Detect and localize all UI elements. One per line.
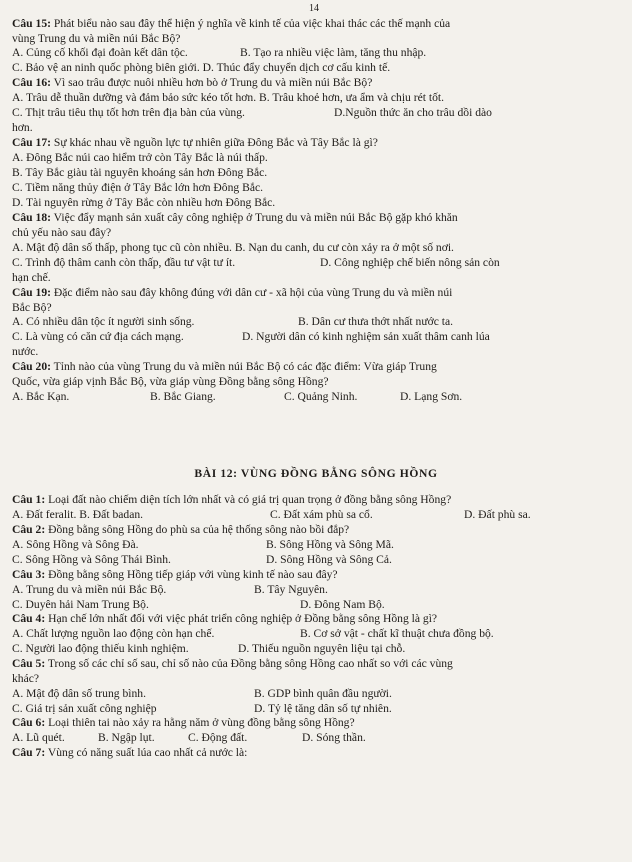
question-number: Câu 20: xyxy=(12,360,51,373)
question-line: A. Sông Hồng và Sông Đà. xyxy=(12,538,139,551)
question-line xyxy=(12,612,437,626)
question-line xyxy=(12,211,458,225)
question-number: Câu 16: xyxy=(12,76,51,89)
question-line: D. Tỷ lệ tăng dân số tự nhiên. xyxy=(254,702,392,715)
question-line xyxy=(12,523,349,537)
question-line: C. Quảng Ninh. xyxy=(284,390,358,403)
question-line: A. Mật độ dân số thấp, phong tục cũ còn nhiều. B. Nạn du canh, du cư còn xảy ra ở một số nơi. xyxy=(12,241,454,254)
question-text: Loại đất nào chiếm diện tích lớn nhất và có giá trị quan trọng ở đồng bằng sông Hồng? xyxy=(45,493,452,506)
question-line: C. Duyên hải Nam Trung Bộ. xyxy=(12,598,149,611)
question-number: Câu 18: xyxy=(12,211,51,224)
question-line: vùng Trung du và miền núi Bắc Bộ? xyxy=(12,32,181,45)
question-line: D.Nguồn thức ăn cho trâu dồi dào xyxy=(334,106,492,119)
question-line: A. Mật độ dân số trung bình. xyxy=(12,687,146,700)
question-line: B. Ngập lụt. xyxy=(98,731,155,744)
question-line xyxy=(12,568,338,582)
question-line: A. Trâu dễ thuần dưỡng và đảm bảo sức kéo tốt hơn. B. Trâu khoẻ hơn, ưa ẩm và chịu rét tốt. xyxy=(12,91,445,104)
question-line: nước. xyxy=(12,345,39,358)
question-line: C. Trình độ thâm canh còn thấp, đầu tư vật tư ít. xyxy=(12,256,236,269)
question-line: B. Cơ sở vật - chất kĩ thuật chưa đồng bộ. xyxy=(300,627,494,640)
question-text: Tỉnh nào của vùng Trung du và miền núi Bắc Bộ có các đặc điểm: Vừa giáp Trung xyxy=(50,360,437,373)
question-text: Hạn chế lớn nhất đối với việc phát triển công nghiệp ở Đồng bằng sông Hồng là gì? xyxy=(45,612,438,625)
question-number: Câu 2: xyxy=(12,523,46,536)
question-line: D. Sông Hồng và Sông Cả. xyxy=(266,553,392,566)
question-line: B. Tây Nguyên. xyxy=(254,583,328,596)
question-number: Câu 1: xyxy=(12,493,46,506)
question-line xyxy=(12,17,450,31)
question-number: Câu 3: xyxy=(12,568,46,581)
question-line: A. Có nhiều dân tộc ít người sinh sống. xyxy=(12,315,195,328)
question-line: D. Đông Nam Bộ. xyxy=(300,598,385,611)
question-number: Câu 17: xyxy=(12,136,51,149)
question-text: Đồng bằng sông Hồng do phù sa của hệ thống sông nào bồi đắp? xyxy=(45,523,350,536)
question-line: C. Thịt trâu tiêu thụ tốt hơn trên địa bàn của vùng. xyxy=(12,106,245,119)
question-line xyxy=(12,76,372,90)
question-line: C. Giá trị sản xuất công nghiệp xyxy=(12,702,157,715)
question-line: hạn chế. xyxy=(12,271,51,284)
question-line: B. Tạo ra nhiều việc làm, tăng thu nhập. xyxy=(240,46,427,59)
question-text: Vì sao trâu được nuôi nhiều hơn bò ở Trung du và miền núi Bắc Bộ? xyxy=(50,76,373,89)
question-line: D. Lạng Sơn. xyxy=(400,390,463,403)
question-line: khác? xyxy=(12,672,40,685)
question-line: A. Đất feralit. B. Đất badan. xyxy=(12,508,144,521)
question-line: D. Tài nguyên rừng ở Tây Bắc còn nhiều hơn Đông Bắc. xyxy=(12,196,276,209)
question-line: B. Bắc Giang. xyxy=(150,390,216,403)
question-line: C. Đất xám phù sa cổ. xyxy=(270,508,373,521)
question-text: Phát biểu nào sau đây thể hiện ý nghĩa về kinh tế của việc khai thác các thế mạnh của xyxy=(50,17,451,30)
question-line: B. GDP bình quân đầu người. xyxy=(254,687,392,700)
question-line: D. Người dân có kinh nghiệm sản xuất thâm canh lúa xyxy=(242,330,490,343)
question-line: C. Bảo vệ an ninh quốc phòng biên giới. D. Thúc đẩy chuyển dịch cơ cấu kinh tế. xyxy=(12,61,391,74)
question-line: C. Động đất. xyxy=(188,731,248,744)
question-line: hơn. xyxy=(12,121,33,134)
page-number: 14 xyxy=(309,3,319,14)
question-text: Đồng bằng sông Hồng tiếp giáp với vùng kinh tế nào sau đây? xyxy=(45,568,338,581)
question-line: chủ yếu nào sau đây? xyxy=(12,226,112,239)
question-line: A. Lũ quét. xyxy=(12,731,65,744)
question-line: C. Tiềm năng thủy điện ở Tây Bắc lớn hơn Đông Bắc. xyxy=(12,181,264,194)
question-line: Bắc Bộ? xyxy=(12,301,52,314)
section-title: BÀI 12: VÙNG ĐỒNG BẰNG SÔNG HỒNG xyxy=(194,467,438,480)
question-number: Câu 6: xyxy=(12,716,46,729)
question-text: Đặc điểm nào sau đây không đúng với dân cư - xã hội của vùng Trung du và miền núi xyxy=(50,286,453,299)
question-line: A. Trung du và miền núi Bắc Bộ. xyxy=(12,583,167,596)
question-line: Quốc, vừa giáp vịnh Bắc Bộ, vừa giáp vùng Đồng bằng sông Hồng? xyxy=(12,375,329,388)
question-line xyxy=(12,360,437,374)
question-text: Sự khác nhau về nguồn lực tự nhiên giữa Đông Bắc và Tây Bắc là gì? xyxy=(50,136,378,149)
question-line xyxy=(12,716,355,730)
question-text: Loại thiên tai nào xảy ra hằng năm ở vùng đồng bằng sông Hồng? xyxy=(45,716,355,729)
question-line: D. Đất phù sa. xyxy=(464,508,531,521)
question-line: D. Sóng thần. xyxy=(302,731,366,744)
question-line: B. Sông Hồng và Sông Mã. xyxy=(266,538,394,551)
question-line xyxy=(12,657,453,671)
question-text: Việc đẩy mạnh sản xuất cây công nghiệp ở Trung du và miền núi Bắc Bộ gặp khó khăn xyxy=(50,211,458,224)
question-line: C. Sông Hồng và Sông Thái Bình. xyxy=(12,553,171,566)
question-number: Câu 4: xyxy=(12,612,46,625)
question-line: B. Tây Bắc giàu tài nguyên khoáng sản hơn Đông Bắc. xyxy=(12,166,268,179)
question-line: A. Bắc Kạn. xyxy=(12,390,70,403)
question-line: D. Công nghiệp chế biến nông sản còn xyxy=(320,256,500,269)
question-line xyxy=(12,286,452,300)
question-line: C. Người lao động thiếu kinh nghiệm. xyxy=(12,642,189,655)
question-line: D. Thiếu nguồn nguyên liệu tại chỗ. xyxy=(238,642,406,655)
question-text: Trong số các chỉ số sau, chỉ số nào của Đồng bằng sông Hồng cao nhất so với các vùng xyxy=(45,657,453,670)
question-line xyxy=(12,136,378,150)
question-line: B. Dân cư thưa thớt nhất nước ta. xyxy=(298,315,454,328)
question-line: A. Đông Bắc núi cao hiểm trở còn Tây Bắc là núi thấp. xyxy=(12,151,268,164)
question-line xyxy=(12,493,451,507)
question-line xyxy=(12,746,247,760)
question-number: Câu 7: xyxy=(12,746,46,759)
question-number: Câu 15: xyxy=(12,17,51,30)
question-line: C. Là vùng có căn cứ địa cách mạng. xyxy=(12,330,184,343)
question-line: A. Củng cố khối đại đoàn kết dân tộc. xyxy=(12,46,188,59)
question-line: A. Chất lượng nguồn lao động còn hạn chế. xyxy=(12,627,215,640)
question-text: Vùng có năng suất lúa cao nhất cả nước là: xyxy=(45,746,248,759)
question-number: Câu 5: xyxy=(12,657,46,670)
question-number: Câu 19: xyxy=(12,286,51,299)
